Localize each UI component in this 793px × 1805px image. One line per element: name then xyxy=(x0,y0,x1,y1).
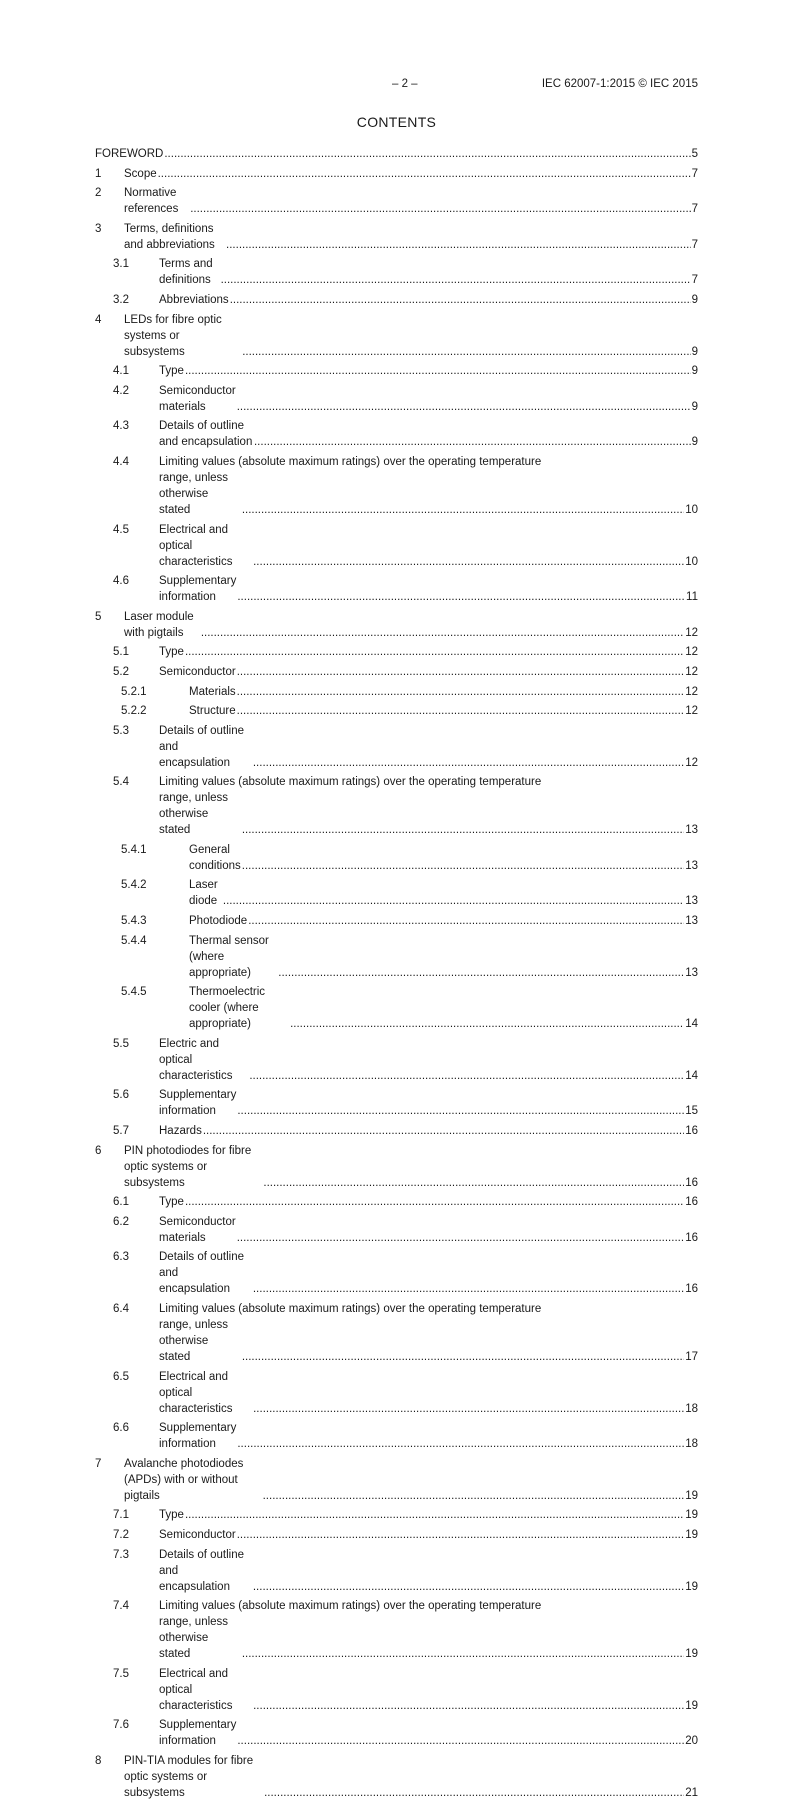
toc-entry-page: 13 xyxy=(685,824,698,837)
toc-entry-number: 7.2 xyxy=(113,1528,129,1541)
dot-leader xyxy=(185,363,691,379)
toc-entry[interactable] xyxy=(95,312,698,360)
toc-entry[interactable] xyxy=(95,1527,698,1543)
toc-entry-page: 9 xyxy=(691,400,698,413)
toc-entry[interactable] xyxy=(95,703,698,719)
toc-entry-title: Photodiode xyxy=(189,915,248,928)
dot-leader xyxy=(249,1068,684,1084)
toc-entry-page: 14 xyxy=(685,1018,698,1031)
document-reference: IEC 62007-1:2015 © IEC 2015 xyxy=(541,78,698,90)
toc-entry[interactable] xyxy=(95,933,698,981)
toc-entry-page: 14 xyxy=(685,1069,698,1082)
dot-leader xyxy=(223,893,684,909)
dot-leader xyxy=(185,1194,684,1210)
toc-entry[interactable] xyxy=(95,644,698,660)
dot-leader xyxy=(242,1646,684,1662)
toc-entry-title: PIN-TIA modules for fibre optic systems or subsystems xyxy=(124,1754,254,1799)
dot-leader xyxy=(290,1016,684,1032)
dot-leader xyxy=(242,344,690,360)
dot-leader xyxy=(242,822,684,838)
dot-leader xyxy=(253,1698,684,1714)
toc-entry[interactable] xyxy=(95,292,698,308)
toc-entry-title: range, unless otherwise stated xyxy=(159,1319,229,1363)
toc-entry[interactable] xyxy=(95,1123,698,1139)
toc-entry-number: 7.6 xyxy=(113,1719,129,1732)
toc-entry-number: 5.4.4 xyxy=(121,934,147,947)
toc-entry-page: 16 xyxy=(685,1231,698,1244)
toc-entry[interactable] xyxy=(95,984,698,1032)
toc-entry[interactable] xyxy=(95,522,698,570)
toc-entry-page: 19 xyxy=(685,1489,698,1502)
toc-entry-title: Details of outline and encapsulation xyxy=(159,724,245,769)
toc-entry-title: Details of outline and encapsulation xyxy=(159,1548,245,1593)
toc-entry-page: 19 xyxy=(685,1699,698,1712)
dot-leader xyxy=(226,237,691,253)
dot-leader xyxy=(237,1733,684,1749)
toc-entry-number: 7 xyxy=(95,1457,102,1470)
toc-entry-number: 6.1 xyxy=(113,1196,129,1209)
toc-entry-number: 6.2 xyxy=(113,1215,129,1228)
toc-entry-page: 15 xyxy=(685,1105,698,1118)
toc-entry-title: Structure xyxy=(189,705,236,718)
dot-leader xyxy=(242,858,684,874)
toc-entry-number: 6.5 xyxy=(113,1370,129,1383)
toc-entry-page: 12 xyxy=(685,665,698,678)
toc-entry-number: 5.5 xyxy=(113,1037,129,1050)
toc-entry-page: 18 xyxy=(685,1402,698,1415)
toc-entry-title: Thermoelectric cooler (where appropriate) xyxy=(189,986,266,1031)
dot-leader xyxy=(263,1488,685,1504)
toc-entry-number: 5 xyxy=(95,610,102,623)
toc-entry-title: Scope xyxy=(124,167,157,180)
toc-entry[interactable] xyxy=(95,1369,698,1417)
toc-entry-page: 7 xyxy=(691,274,698,287)
table-of-contents xyxy=(95,146,698,1805)
toc-entry-title: Details of outline and encapsulation xyxy=(159,1251,245,1296)
toc-entry-number: 6 xyxy=(95,1144,102,1157)
toc-entry[interactable] xyxy=(95,1194,698,1210)
toc-entry-title: PIN photodiodes for fibre optic systems or subsystems xyxy=(124,1144,252,1189)
toc-entry[interactable] xyxy=(95,573,698,605)
dot-leader xyxy=(254,434,691,450)
toc-entry[interactable] xyxy=(95,877,698,909)
toc-entry-number: 4.3 xyxy=(113,420,129,433)
toc-entry-page: 7 xyxy=(691,203,698,216)
dot-leader xyxy=(221,272,691,288)
toc-entry-number: 8 xyxy=(95,1754,102,1767)
toc-entry-page: 5 xyxy=(691,148,698,160)
toc-entry-title: Abbreviations xyxy=(159,293,229,306)
toc-entry-number: 5.2 xyxy=(113,665,129,678)
dot-leader xyxy=(263,1175,684,1191)
toc-entry[interactable] xyxy=(95,454,698,518)
dot-leader xyxy=(237,703,685,719)
toc-entry-title-line: Limiting values (absolute maximum ratings) over the operating temperature xyxy=(159,1303,542,1315)
toc-entry[interactable] xyxy=(95,221,698,253)
dot-leader xyxy=(253,1281,684,1297)
toc-entry-page: 9 xyxy=(691,365,698,378)
toc-entry-page: 19 xyxy=(685,1648,698,1661)
toc-entry[interactable] xyxy=(95,166,698,182)
toc-entry-title: Electrical and optical characteristics xyxy=(159,1667,233,1712)
toc-entry-number: 5.4.1 xyxy=(121,843,147,856)
toc-entry-page: 10 xyxy=(685,503,698,516)
dot-leader xyxy=(237,1436,684,1452)
dot-leader xyxy=(253,1401,684,1417)
toc-entry-number: 4.4 xyxy=(113,455,129,468)
toc-entry-page: 19 xyxy=(685,1580,698,1593)
toc-entry-number: 5.7 xyxy=(113,1125,129,1138)
toc-entry-number: 7.5 xyxy=(113,1667,129,1680)
dot-leader xyxy=(237,1230,684,1246)
toc-entry[interactable] xyxy=(95,774,698,838)
toc-entry-title: Laser module with pigtails xyxy=(124,610,194,639)
toc-entry-title: General conditions xyxy=(189,843,241,872)
toc-entry-number: 6.3 xyxy=(113,1251,129,1264)
dot-leader xyxy=(237,684,685,700)
toc-entry-number: 7.4 xyxy=(113,1600,129,1613)
toc-entry-number: 5.2.1 xyxy=(121,685,147,698)
toc-entry-number: 5.1 xyxy=(113,646,129,659)
toc-entry-page: 9 xyxy=(691,436,698,449)
toc-entry[interactable] xyxy=(95,1420,698,1452)
toc-entry-page: 16 xyxy=(685,1283,698,1296)
toc-entry-page: 13 xyxy=(685,895,698,908)
toc-entry-page: 7 xyxy=(691,167,698,180)
toc-entry-title: Supplementary information xyxy=(159,1422,237,1451)
dot-leader xyxy=(185,644,684,660)
toc-entry[interactable] xyxy=(95,1087,698,1119)
dot-leader xyxy=(237,399,691,415)
toc-entry-title: Terms, definitions and abbreviations xyxy=(124,222,215,251)
toc-entry-title: range, unless otherwise stated xyxy=(159,471,229,516)
toc-entry-title: Laser diode xyxy=(189,879,218,908)
toc-entry-number: 5.6 xyxy=(113,1089,129,1102)
toc-entry-page: 11 xyxy=(686,591,698,604)
toc-entry[interactable] xyxy=(95,185,698,217)
toc-entry-title: Terms and definitions xyxy=(159,258,213,287)
toc-entry-title: Materials xyxy=(189,685,236,698)
dot-leader xyxy=(164,146,690,162)
toc-entry-number: 5.4.5 xyxy=(121,986,147,999)
toc-entry[interactable] xyxy=(95,1301,698,1365)
dot-leader xyxy=(185,1507,684,1523)
toc-entry-title: Type xyxy=(159,646,184,659)
toc-entry-page: 19 xyxy=(685,1509,698,1522)
dot-leader xyxy=(253,554,684,570)
toc-entry-page: 21 xyxy=(685,1786,698,1799)
toc-entry-number: 7.1 xyxy=(113,1509,129,1522)
toc-entry-page: 17 xyxy=(685,1351,698,1363)
toc-entry[interactable] xyxy=(95,1143,698,1191)
toc-entry-page: 13 xyxy=(685,915,698,928)
dot-leader xyxy=(237,1527,684,1543)
toc-entry-title: Semiconductor xyxy=(159,1528,236,1541)
dot-leader xyxy=(253,755,684,771)
toc-entry-page: 12 xyxy=(685,685,698,698)
toc-entry[interactable] xyxy=(95,842,698,874)
toc-entry-title: Electrical and optical characteristics xyxy=(159,523,233,568)
toc-entry-page: 12 xyxy=(685,646,698,659)
toc-entry-number: 3 xyxy=(95,222,102,235)
toc-entry-title-line: Limiting values (absolute maximum ratings) over the operating temperature xyxy=(159,776,542,789)
toc-entry-page: 12 xyxy=(685,705,698,718)
toc-entry-page: 16 xyxy=(685,1196,698,1209)
toc-entry-title-line: Limiting values (absolute maximum ratings) over the operating temperature xyxy=(159,1600,542,1613)
toc-entry[interactable] xyxy=(95,418,698,450)
toc-entry-page: 10 xyxy=(685,555,698,568)
toc-entry[interactable] xyxy=(95,1753,698,1801)
dot-leader xyxy=(242,1349,684,1365)
toc-entry-page: 12 xyxy=(685,756,698,769)
toc-entry[interactable] xyxy=(95,664,698,680)
toc-entry-number: 1 xyxy=(95,167,102,180)
dot-leader xyxy=(201,625,684,641)
toc-entry[interactable] xyxy=(95,1666,698,1714)
toc-entry-page: 9 xyxy=(691,293,698,306)
page-title: CONTENTS xyxy=(356,114,437,130)
toc-entry-title: Details of outline and encapsulation xyxy=(159,420,253,449)
dot-leader xyxy=(264,1785,684,1801)
toc-entry[interactable] xyxy=(95,609,698,641)
toc-entry-number: 2 xyxy=(95,187,102,200)
toc-entry-title: range, unless otherwise stated xyxy=(159,1616,229,1661)
toc-entry-title: Normative references xyxy=(124,187,179,216)
toc-entry-page: 13 xyxy=(685,859,698,872)
toc-entry-number: 3.1 xyxy=(113,258,129,271)
dot-leader xyxy=(190,201,690,217)
toc-entry-title: Avalanche photodiodes (APDs) with or without pigtails xyxy=(124,1457,244,1502)
toc-entry-title: Supplementary information xyxy=(159,575,237,604)
toc-entry[interactable] xyxy=(95,383,698,415)
toc-entry-number: 7.3 xyxy=(113,1548,129,1561)
dot-leader xyxy=(203,1123,684,1139)
dot-leader xyxy=(158,166,691,182)
toc-entry-number: 6.4 xyxy=(113,1303,129,1315)
toc-entry-page: 9 xyxy=(691,345,698,358)
toc-entry-title: Supplementary information xyxy=(159,1719,237,1748)
dot-leader xyxy=(242,502,684,518)
toc-entry-title: Semiconductor materials xyxy=(159,1215,236,1244)
toc-entry[interactable] xyxy=(95,723,698,771)
toc-entry-number: 3.2 xyxy=(113,293,129,306)
toc-entry-page: 12 xyxy=(685,626,698,639)
toc-entry-title: Semiconductor xyxy=(159,665,236,678)
toc-entry[interactable] xyxy=(95,1717,698,1749)
toc-entry-title-line: Limiting values (absolute maximum ratings) over the operating temperature xyxy=(159,455,542,468)
toc-entry-title: FOREWORD xyxy=(95,148,164,160)
dot-leader xyxy=(278,965,684,981)
dot-leader xyxy=(230,292,691,308)
page-header xyxy=(0,78,793,94)
dot-leader xyxy=(248,913,684,929)
toc-entry[interactable] xyxy=(95,256,698,288)
toc-entry-title: LEDs for fibre optic systems or subsystems xyxy=(124,313,222,358)
toc-entry-page: 20 xyxy=(685,1735,698,1748)
toc-entry-title: range, unless otherwise stated xyxy=(159,792,229,837)
toc-entry-title: Hazards xyxy=(159,1125,202,1138)
toc-entry-number: 5.4 xyxy=(113,776,129,789)
toc-entry-page: 13 xyxy=(685,966,698,979)
toc-entry-page: 16 xyxy=(685,1176,698,1189)
toc-entry-page: 16 xyxy=(685,1125,698,1138)
toc-entry[interactable] xyxy=(95,1456,698,1504)
page-number: – 2 – xyxy=(392,78,418,90)
toc-entry-title: Type xyxy=(159,1509,184,1522)
toc-entry[interactable] xyxy=(95,1547,698,1595)
toc-entry[interactable] xyxy=(95,913,698,929)
toc-entry-number: 5.2.2 xyxy=(121,705,147,718)
toc-entry-number: 4.5 xyxy=(113,523,129,536)
toc-entry-title: Type xyxy=(159,1196,184,1209)
toc-entry[interactable] xyxy=(95,1598,698,1662)
toc-entry-title: Thermal sensor (where appropriate) xyxy=(189,934,269,979)
toc-entry-number: 4.2 xyxy=(113,384,129,397)
toc-entry-number: 4.1 xyxy=(113,365,129,378)
toc-entry[interactable] xyxy=(95,1507,698,1523)
toc-entry-number: 6.6 xyxy=(113,1422,129,1435)
toc-entry-number: 5.4.3 xyxy=(121,915,147,928)
toc-entry-page: 19 xyxy=(685,1528,698,1541)
toc-entry-title: Supplementary information xyxy=(159,1089,237,1118)
toc-entry-title: Type xyxy=(159,365,184,378)
toc-entry-page: 7 xyxy=(691,238,698,251)
toc-entry[interactable] xyxy=(95,1036,698,1084)
toc-entry-number: 5.3 xyxy=(113,724,129,737)
toc-entry-number: 4 xyxy=(95,313,102,326)
toc-entry-number: 5.4.2 xyxy=(121,879,147,892)
toc-entry[interactable] xyxy=(95,684,698,700)
toc-entry-number: 4.6 xyxy=(113,575,129,588)
toc-entry[interactable] xyxy=(95,1249,698,1297)
toc-entry-title: Electric and optical characteristics xyxy=(159,1037,233,1082)
toc-entry-page: 18 xyxy=(685,1438,698,1451)
dot-leader xyxy=(253,1579,684,1595)
toc-entry[interactable] xyxy=(95,1214,698,1246)
toc-entry[interactable] xyxy=(95,363,698,379)
toc-entry-title: Semiconductor materials xyxy=(159,384,236,413)
toc-entry-title: Electrical and optical characteristics xyxy=(159,1370,233,1415)
dot-leader xyxy=(237,1103,684,1119)
toc-entry[interactable] xyxy=(95,146,698,162)
dot-leader xyxy=(237,589,685,605)
dot-leader xyxy=(237,664,684,680)
